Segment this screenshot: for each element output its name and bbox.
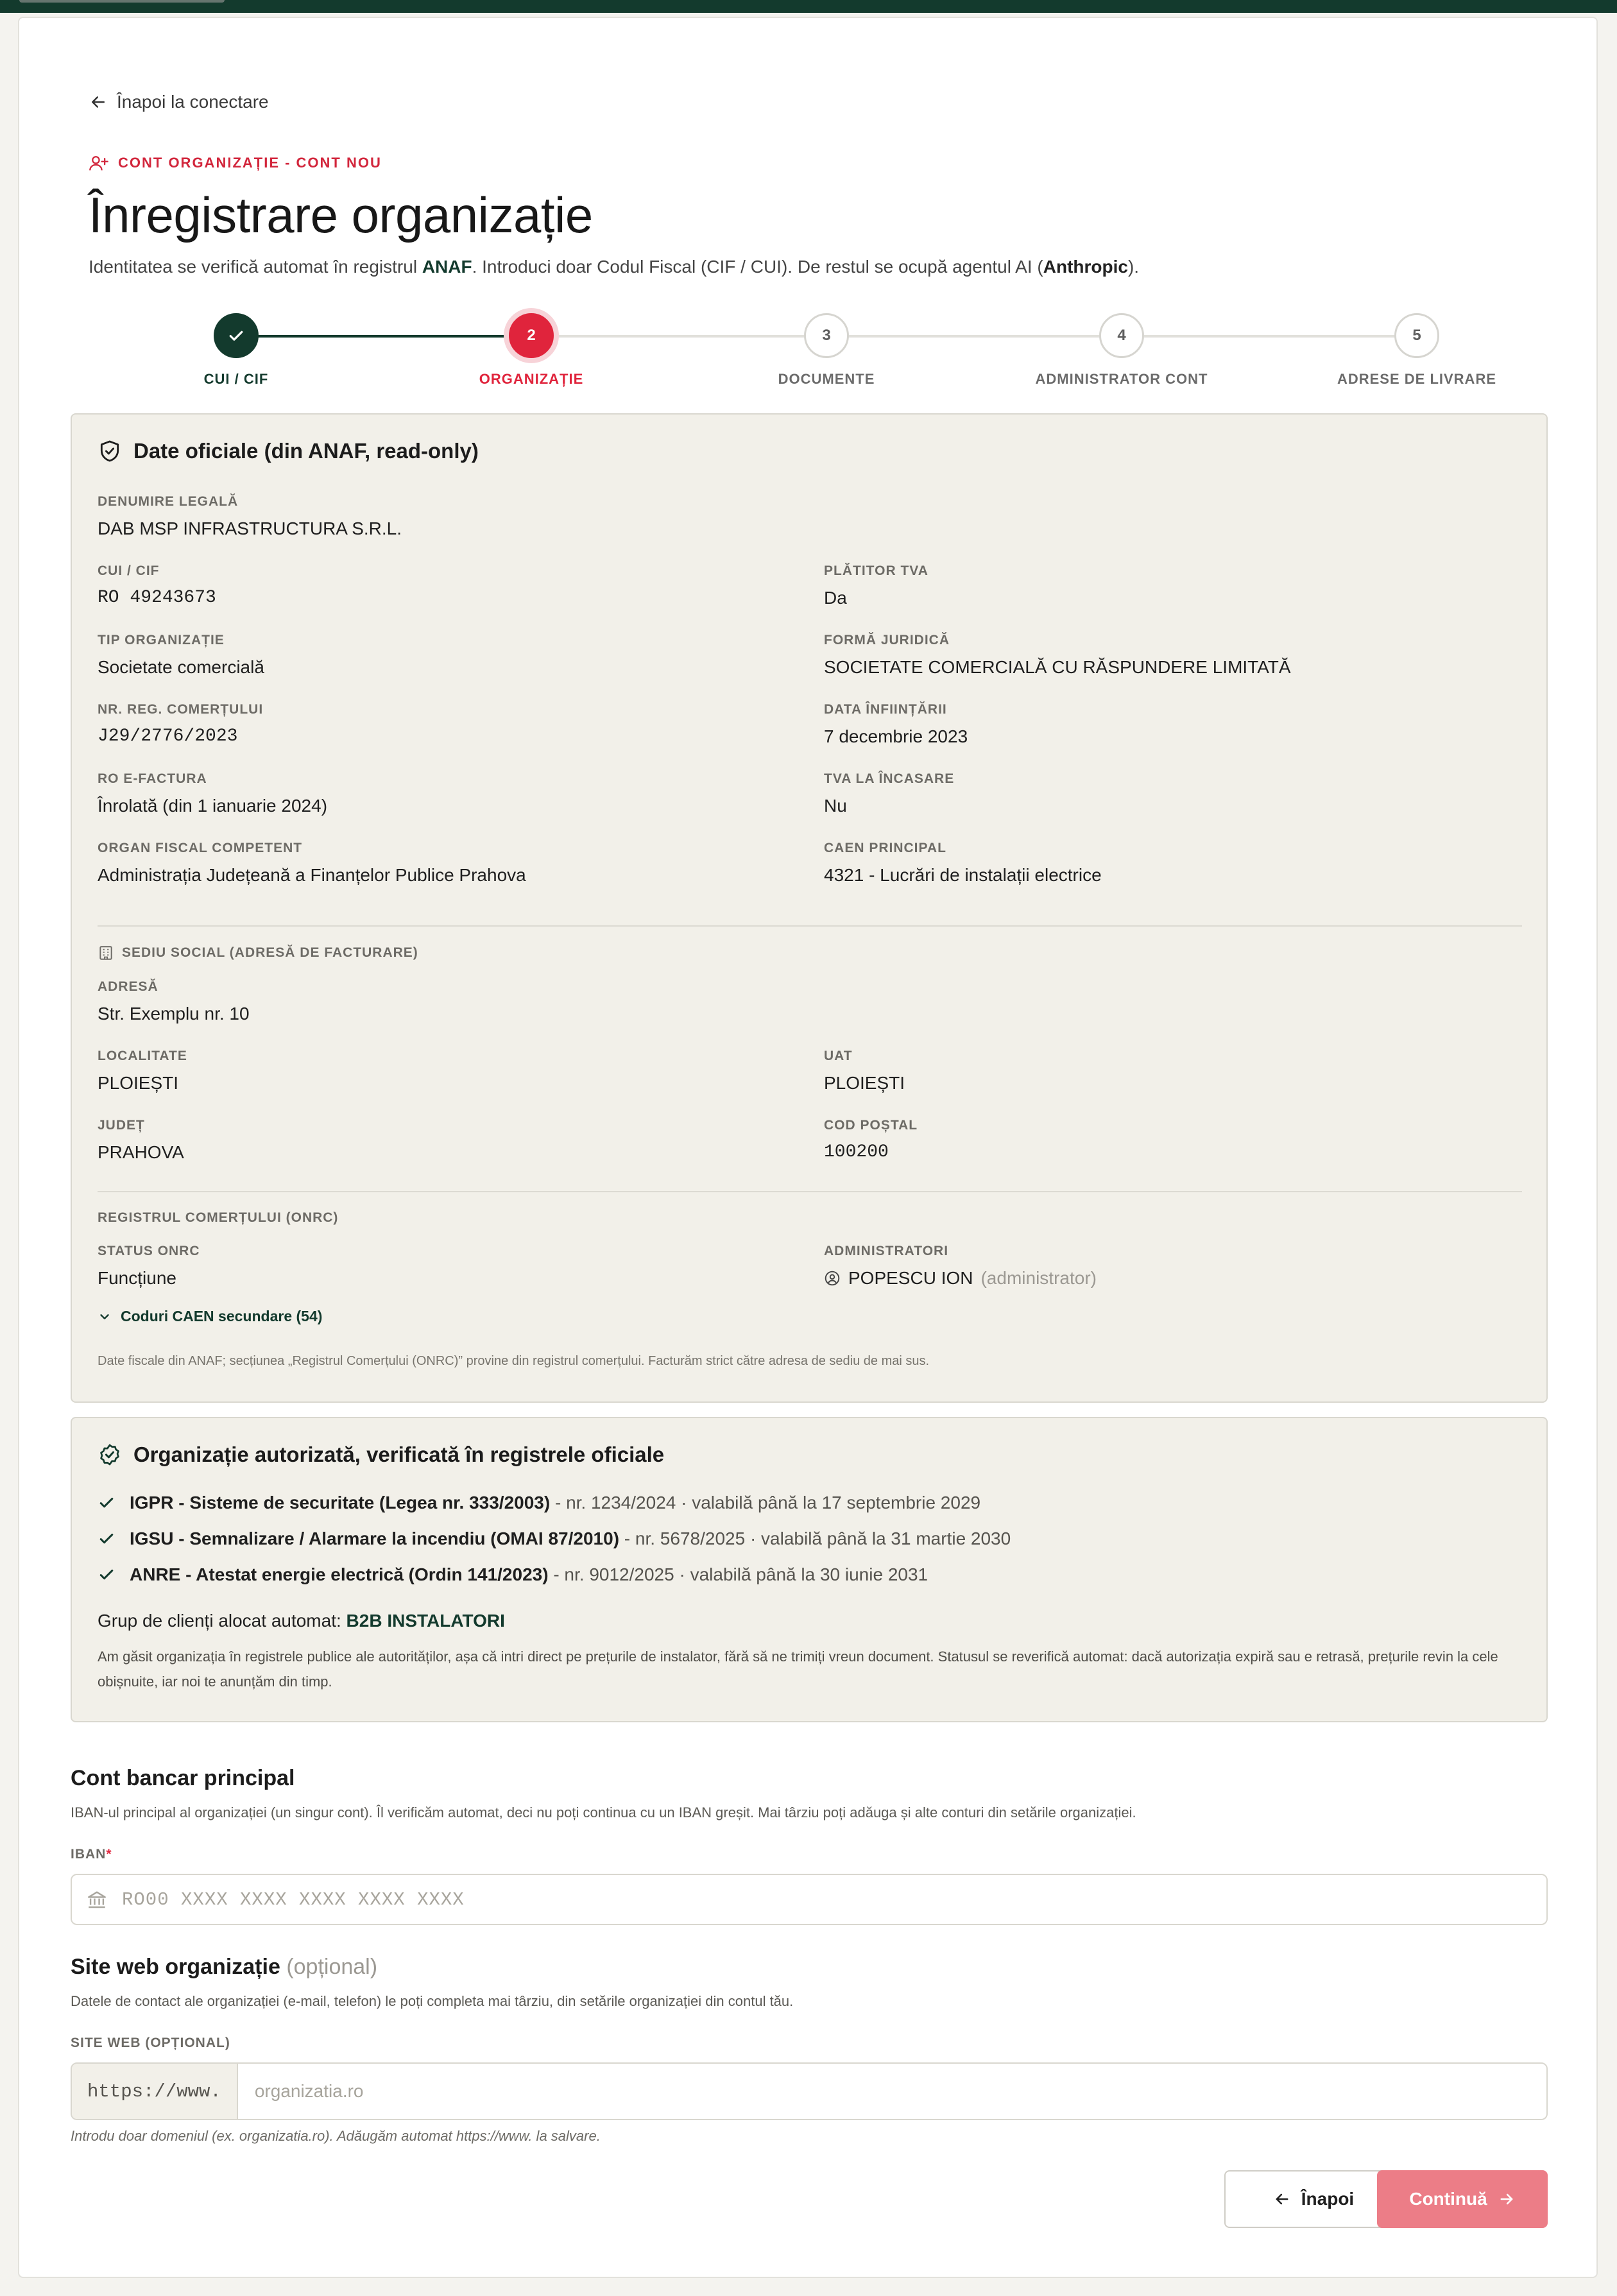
field-label: CUI / CIF bbox=[98, 563, 160, 578]
top-bar bbox=[0, 0, 1617, 13]
field-value: 4321 - Lucrări de instalații electrice bbox=[824, 865, 1102, 885]
onrc-heading-text: REGISTRUL COMERȚULUI (ONRC) bbox=[98, 1210, 339, 1225]
field-administrators bbox=[824, 1244, 1097, 1289]
user-plus-icon bbox=[89, 154, 109, 172]
continue-button[interactable] bbox=[1377, 2170, 1548, 2228]
field-label: FORMĂ JURIDICĂ bbox=[824, 633, 950, 647]
website-prefix: https://www. bbox=[72, 2064, 238, 2119]
arrow-left-icon bbox=[1273, 2190, 1291, 2208]
field-label: ORGAN FISCAL COMPETENT bbox=[98, 841, 303, 855]
registration-card bbox=[18, 17, 1598, 2278]
field-value: PLOIEȘTI bbox=[824, 1073, 905, 1093]
field-label: LOCALITATE bbox=[98, 1049, 187, 1063]
iban-label-text: IBAN bbox=[71, 1847, 107, 1862]
field-org-type bbox=[98, 633, 264, 678]
field-label: UAT bbox=[824, 1049, 853, 1063]
step-organizatie[interactable] bbox=[435, 313, 628, 388]
field-label: NR. REG. COMERȚULUI bbox=[98, 702, 264, 717]
field-value: Funcțiune bbox=[98, 1268, 176, 1288]
administrator-entry bbox=[824, 1268, 1097, 1289]
step-number: 2 bbox=[509, 313, 554, 358]
check-icon bbox=[98, 1530, 116, 1548]
official-title-text: Date oficiale (din ANAF, read-only) bbox=[133, 439, 479, 463]
website-placeholder: organizatia.ro bbox=[254, 2081, 364, 2101]
authorization-name: IGPR - Sisteme de securitate (Legea nr. 333/2003) bbox=[130, 1493, 551, 1512]
iban-placeholder: RO00 XXXX XXXX XXXX XXXX XXXX bbox=[122, 1889, 465, 1910]
field-label: ADRESĂ bbox=[98, 979, 158, 994]
check-icon bbox=[98, 1494, 116, 1512]
continue-button-label: Continuă bbox=[1409, 2189, 1487, 2209]
field-locality bbox=[98, 1049, 187, 1093]
step-label: DOCUMENTE bbox=[778, 371, 875, 387]
official-data-panel bbox=[71, 413, 1548, 1403]
subtitle-pre: Identitatea se verifică automat în registrul bbox=[89, 257, 422, 277]
client-group-label: Grup de clienți alocat automat: bbox=[98, 1611, 346, 1631]
account-type-eyebrow bbox=[89, 154, 382, 172]
onrc-heading bbox=[98, 1210, 338, 1226]
field-value: Administrația Județeană a Finanțelor Publice Prahova bbox=[98, 865, 526, 885]
authorization-item-igpr bbox=[98, 1493, 980, 1513]
field-label: CAEN PRINCIPAL bbox=[824, 841, 946, 855]
field-county bbox=[98, 1118, 184, 1163]
step-connector-rest bbox=[531, 335, 1417, 338]
authorized-title-text: Organizație autorizată, verificată în registrele oficiale bbox=[133, 1443, 665, 1466]
step-administrator bbox=[1025, 313, 1218, 388]
page-title: Înregistrare organizație bbox=[89, 187, 593, 243]
step-number: 4 bbox=[1099, 313, 1144, 358]
arrow-right-icon bbox=[1498, 2190, 1516, 2208]
arrow-left-icon bbox=[89, 92, 108, 112]
field-uat bbox=[824, 1049, 905, 1093]
field-label: JUDEȚ bbox=[98, 1118, 145, 1133]
field-founding-date bbox=[824, 702, 968, 747]
registered-seat-heading bbox=[98, 945, 418, 961]
field-value: PLOIEȘTI bbox=[98, 1073, 179, 1093]
badge-check-icon bbox=[98, 1443, 122, 1467]
field-fiscal-authority bbox=[98, 841, 526, 886]
page-subtitle bbox=[89, 257, 1139, 277]
step-label: ORGANIZAȚIE bbox=[479, 371, 584, 387]
authorization-item-igsu bbox=[98, 1529, 1011, 1549]
divider bbox=[98, 1191, 1522, 1192]
bank-section-desc: IBAN-ul principal al organizației (un singur cont). Îl verificăm automat, deci nu poți continua cu un IBAN greșit. Mai târziu poți adăuga și alte conturi din setările organizației. bbox=[71, 1804, 1136, 1821]
top-bar-tab bbox=[19, 0, 225, 3]
step-cui[interactable] bbox=[140, 313, 332, 388]
field-trade-reg-no bbox=[98, 702, 263, 746]
field-label: DENUMIRE LEGALĂ bbox=[98, 494, 239, 509]
official-footnote: Date fiscale din ANAF; secțiunea „Registrul Comerțului (ONRC)” provine din registrul comerțului. Facturăm strict către adresa de sediu de mai sus. bbox=[98, 1354, 930, 1368]
admin-name: POPESCU ION bbox=[848, 1268, 973, 1288]
step-adrese-livrare bbox=[1321, 313, 1513, 388]
subtitle-anaf: ANAF bbox=[422, 257, 472, 277]
iban-label bbox=[71, 1847, 112, 1862]
bank-section-title: Cont bancar principal bbox=[71, 1766, 295, 1790]
step-documente bbox=[730, 313, 923, 388]
authorization-name: IGSU - Semnalizare / Alarmare la incendiu (OMAI 87/2010) bbox=[130, 1529, 620, 1548]
field-value: Nu bbox=[824, 796, 847, 816]
field-value: 100200 bbox=[824, 1142, 889, 1162]
client-group-value: B2B INSTALATORI bbox=[346, 1611, 505, 1631]
field-value: Înrolată (din 1 ianuarie 2024) bbox=[98, 796, 328, 816]
website-input[interactable] bbox=[71, 2062, 1548, 2120]
field-label: COD POȘTAL bbox=[824, 1118, 918, 1133]
user-circle-icon bbox=[824, 1270, 841, 1287]
website-hint: Introdu doar domeniul (ex. organizatia.ro). Adăugăm automat https://www. la salvare. bbox=[71, 2128, 601, 2144]
eyebrow-text: CONT ORGANIZAȚIE - CONT NOU bbox=[118, 155, 382, 171]
field-value: Da bbox=[824, 588, 847, 608]
field-label: RO E-FACTURA bbox=[98, 771, 207, 786]
step-label: ADMINISTRATOR CONT bbox=[1035, 371, 1208, 387]
field-legal-form bbox=[824, 633, 1291, 678]
field-postal-code bbox=[824, 1118, 918, 1162]
back-link-label: Înapoi la conectare bbox=[117, 92, 269, 112]
field-onrc-status bbox=[98, 1244, 200, 1289]
required-mark: * bbox=[106, 1847, 112, 1862]
website-section-desc: Datele de contact ale organizației (e-mail, telefon) le poți completa mai târziu, din setările organizației din contul tău. bbox=[71, 1993, 794, 2009]
progress-stepper bbox=[89, 313, 1566, 397]
website-section-title bbox=[71, 1955, 377, 1980]
back-to-login-link[interactable] bbox=[89, 89, 269, 116]
divider bbox=[98, 925, 1522, 927]
field-vat-on-collection bbox=[824, 771, 954, 816]
bank-icon bbox=[86, 1889, 108, 1910]
field-value: SOCIETATE COMERCIALĂ CU RĂSPUNDERE LIMITATĂ bbox=[824, 657, 1291, 677]
client-group-line bbox=[98, 1611, 505, 1631]
step-number: 5 bbox=[1394, 313, 1439, 358]
field-e-factura bbox=[98, 771, 327, 816]
admin-role: (administrator) bbox=[980, 1268, 1097, 1288]
authorization-meta: - nr. 5678/2025 · valabilă până la 31 martie 2030 bbox=[619, 1529, 1011, 1548]
website-optional-tag: (opțional) bbox=[286, 1955, 378, 1979]
field-label: ADMINISTRATORI bbox=[824, 1244, 949, 1258]
field-vat-payer bbox=[824, 563, 928, 608]
iban-input[interactable] bbox=[71, 1874, 1548, 1925]
field-label: PLĂTITOR TVA bbox=[824, 563, 928, 578]
seat-heading-text: SEDIU SOCIAL (ADRESĂ DE FACTURARE) bbox=[122, 945, 418, 960]
field-cui bbox=[98, 563, 216, 608]
caen-toggle-label: Coduri CAEN secundare (54) bbox=[121, 1308, 323, 1324]
field-value: Str. Exemplu nr. 10 bbox=[98, 1004, 250, 1024]
field-address bbox=[98, 979, 250, 1024]
back-button[interactable] bbox=[1224, 2170, 1403, 2228]
authorized-title bbox=[98, 1443, 664, 1467]
field-value: PRAHOVA bbox=[98, 1142, 184, 1162]
field-legal-name bbox=[98, 494, 402, 539]
official-data-title bbox=[98, 439, 479, 463]
step-label: CUI / CIF bbox=[203, 371, 269, 387]
step-label: ADRESE DE LIVRARE bbox=[1337, 371, 1497, 387]
authorization-meta: - nr. 9012/2025 · valabilă până la 30 iunie 2031 bbox=[548, 1564, 928, 1584]
subtitle-post: ). bbox=[1127, 257, 1140, 277]
shield-check-icon bbox=[98, 439, 122, 463]
step-number: 3 bbox=[804, 313, 849, 358]
check-icon bbox=[98, 1566, 116, 1584]
field-value: 7 decembrie 2023 bbox=[824, 726, 968, 746]
authorization-name: ANRE - Atestat energie electrică (Ordin 141/2023) bbox=[130, 1564, 549, 1584]
website-title-text: Site web organizație bbox=[71, 1955, 280, 1979]
field-label: STATUS ONRC bbox=[98, 1244, 200, 1258]
subtitle-mid: . Introduci doar Codul Fiscal (CIF / CUI). De restul se ocupă agentul AI ( bbox=[472, 257, 1043, 277]
field-value: RO 49243673 bbox=[98, 588, 216, 608]
authorization-item-anre bbox=[98, 1564, 928, 1585]
website-label: SITE WEB (OPȚIONAL) bbox=[71, 2035, 230, 2050]
field-value: DAB MSP INFRASTRUCTURA S.R.L. bbox=[98, 518, 402, 538]
secondary-caen-toggle[interactable] bbox=[98, 1308, 322, 1325]
authorized-org-panel bbox=[71, 1417, 1548, 1722]
authorization-explanation: Am găsit organizația în registrele publice ale autorităților, așa că intri direct pe prețurile de instalator, fără să ne trimiți vreun document. Statusul se reverifică automat: dacă autorizația expiră sau e retrasă, prețurile revin la cele obișnuite, iar noi te anunțăm din timp. bbox=[98, 1649, 1498, 1690]
field-label: TIP ORGANIZAȚIE bbox=[98, 633, 225, 647]
chevron-down-icon bbox=[98, 1310, 112, 1324]
field-label: DATA ÎNFIINȚĂRII bbox=[824, 702, 947, 717]
field-label: TVA LA ÎNCASARE bbox=[824, 771, 955, 786]
field-caen-main bbox=[824, 841, 1102, 886]
field-value: Societate comercială bbox=[98, 657, 264, 677]
step-check-icon bbox=[214, 313, 259, 358]
subtitle-ai-name: Anthropic bbox=[1043, 257, 1128, 277]
building-icon bbox=[98, 945, 114, 961]
authorization-meta: - nr. 1234/2024 · valabilă până la 17 septembrie 2029 bbox=[550, 1493, 981, 1512]
field-value: J29/2776/2023 bbox=[98, 726, 238, 746]
back-button-label: Înapoi bbox=[1301, 2189, 1355, 2209]
